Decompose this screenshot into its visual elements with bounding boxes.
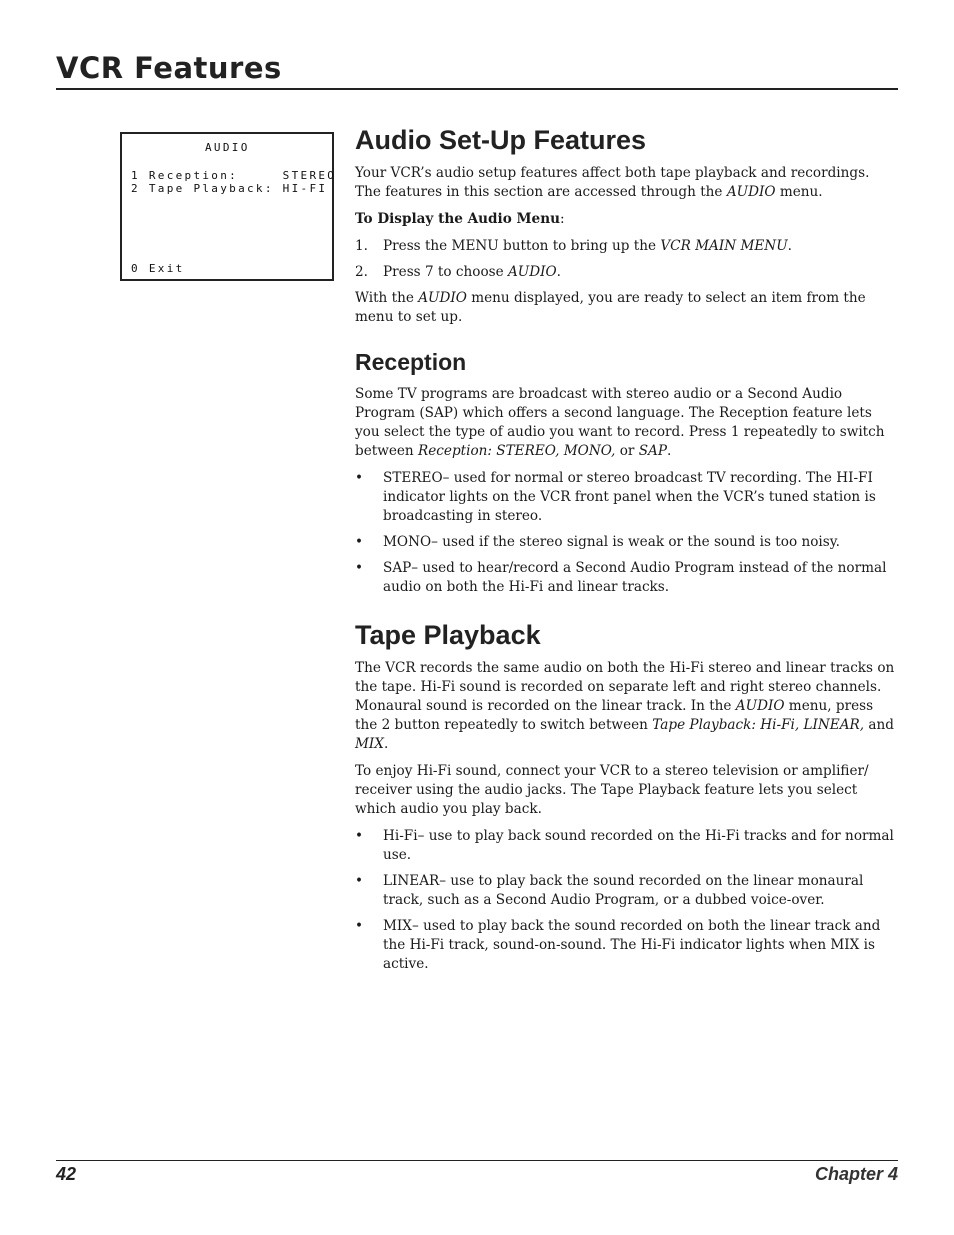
osd-exit-line: 0 Exit <box>131 262 185 275</box>
display-menu-label: To Display the Audio Menu: <box>355 211 565 227</box>
list-item: • SAP– used to hear/record a Second Audio Program instead of the normal audio on both the Hi-Fi and linear tracks. <box>355 560 887 595</box>
list-item: • Hi-Fi– use to play back sound recorded on the Hi-Fi tracks and for normal use. <box>355 828 894 863</box>
tape-playback-hifi-text: To enjoy Hi-Fi sound, connect your VCR to a stereo television or amplifier/ receiver using the audio jacks. The Tape Playback feature lets you select which audio you play back. <box>355 763 869 817</box>
audio-setup-heading: Audio Set-Up Features <box>355 125 647 155</box>
footer-rule <box>56 1160 898 1161</box>
chapter-label: Chapter 4 <box>814 1164 898 1184</box>
tape-playback-heading: Tape Playback <box>355 620 541 650</box>
tape-playback-options <box>355 827 897 974</box>
osd-tape-playback-line: 2 Tape Playback: HI-FI <box>131 182 328 195</box>
page-number: 42 <box>56 1164 77 1184</box>
audio-menu-screen <box>120 132 337 281</box>
tape-playback-intro: The VCR records the same audio on both the Hi-Fi stereo and linear tracks on the tape. Hi-Fi sound is recorded on separate left and right stereo channels. Monaural sound is recorded on the linear track. In the AUDIO menu, press the 2 button repeatedly to switch between Tape Playback: Hi-Fi, LINEAR, and MIX. <box>355 660 895 752</box>
main-content <box>355 122 897 974</box>
audio-setup-intro: Your VCR’s audio setup features affect both tape playback and recordings. The features in this section are accessed through the AUDIO menu. <box>355 165 870 200</box>
osd-title: AUDIO <box>205 141 250 154</box>
list-item: • MONO– used if the stereo signal is weak or the sound is too noisy. <box>355 534 840 550</box>
list-item: • STEREO– used for normal or stereo broadcast TV recording. The HI-FI indicator lights on the VCR front panel when the VCR’s tuned station is broadcasting in stereo. <box>355 470 876 524</box>
menu-displayed-text: With the AUDIO menu displayed, you are ready to select an item from the menu to set up. <box>355 290 866 325</box>
step-item: 1. Press the MENU button to bring up the VCR MAIN MENU. <box>355 238 792 254</box>
display-steps <box>355 237 897 282</box>
list-item: • LINEAR– use to play back the sound recorded on the linear monaural track, such as a Second Audio Program, or a dubbed voice-over. <box>355 873 864 908</box>
reception-intro: Some TV programs are broadcast with stereo audio or a Second Audio Program (SAP) which offers a second language. The Reception feature lets you select the type of audio you want to record. Press 1 repeatedly to switch between Reception: STEREO, MONO, or SAP. <box>355 386 885 459</box>
page-header <box>56 50 898 86</box>
list-item: • MIX– used to play back the sound recorded on both the linear track and the Hi-Fi track, sound-on-sound. The Hi-Fi indicator lights when MIX is active. <box>355 918 881 972</box>
header-rule <box>56 88 898 90</box>
reception-options <box>355 469 897 597</box>
osd-reception-line: 1 Reception: STEREO <box>131 169 337 182</box>
section-title: VCR Features <box>56 51 282 85</box>
reception-heading: Reception <box>355 349 467 375</box>
step-item: 2. Press 7 to choose AUDIO. <box>355 264 561 280</box>
